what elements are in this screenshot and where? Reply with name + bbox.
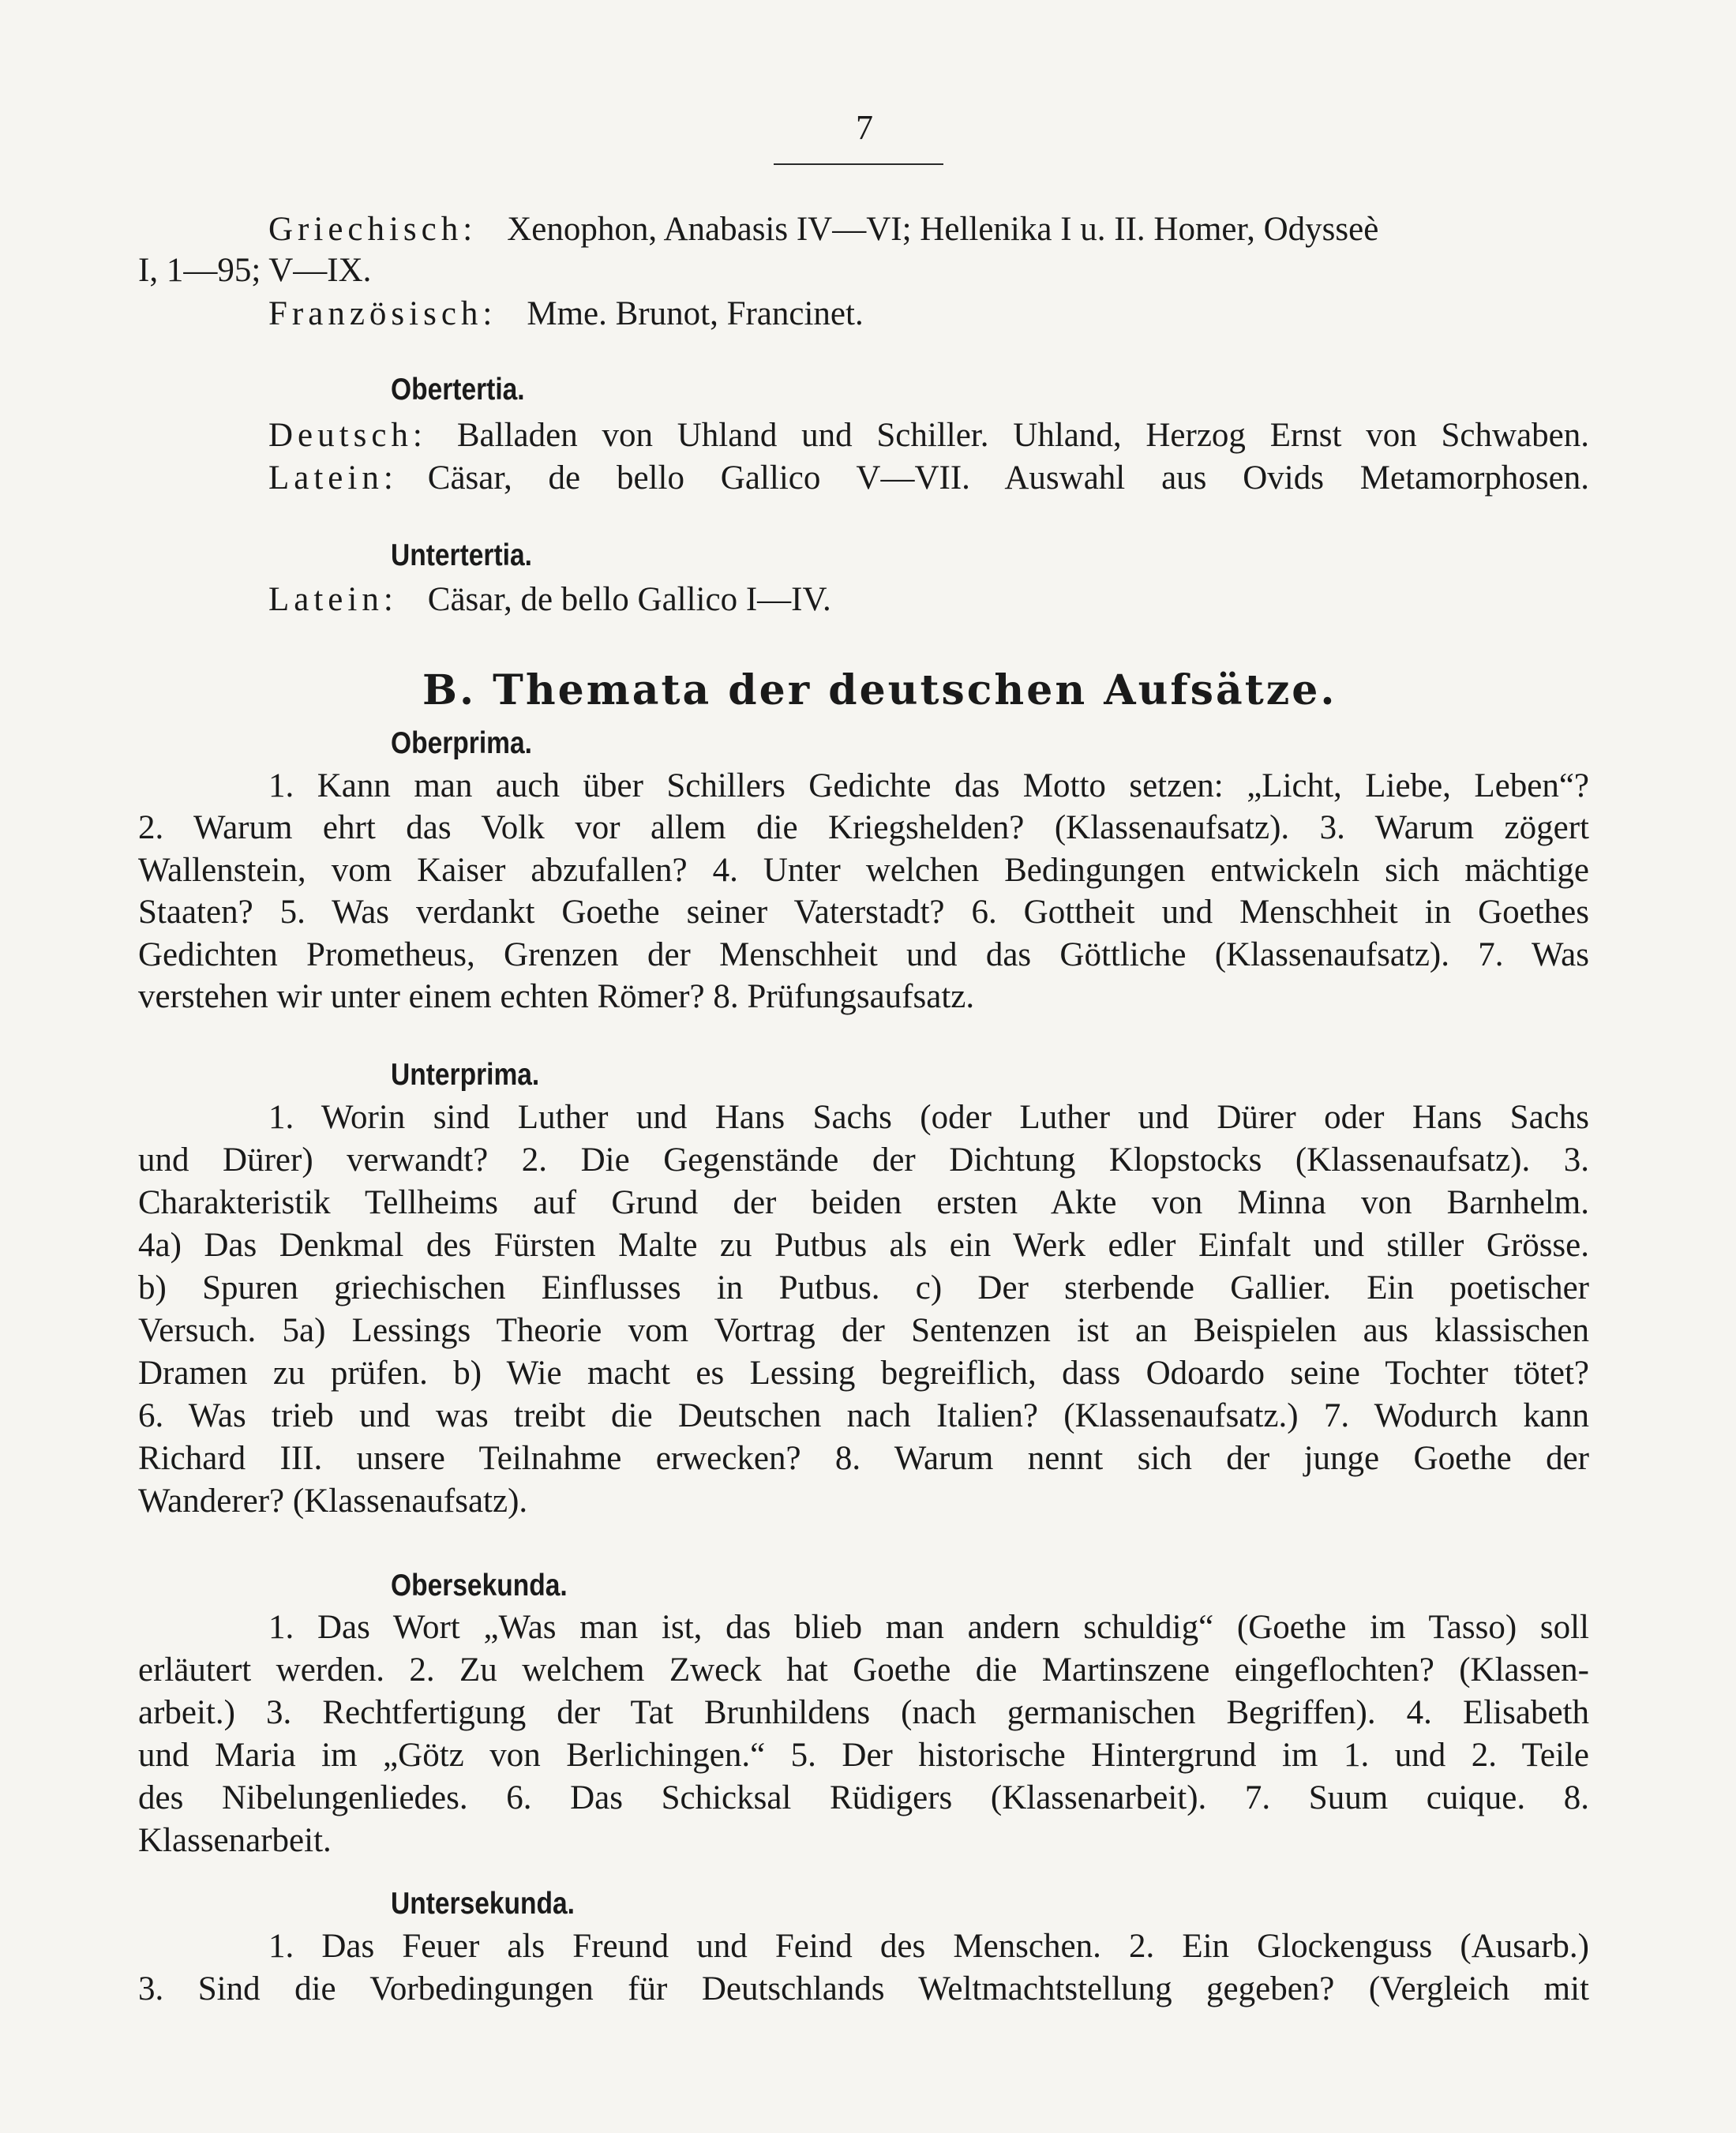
heading-untersekunda: Untersekunda. — [391, 1887, 575, 1921]
subject-line-deutsch — [268, 415, 1589, 456]
text-line: 6. Was trieb und was treibt die Deutschen nach Italien? (Klassenaufsatz.) 7. Wodurch kann — [138, 1397, 1589, 1434]
heading-obersekunda: Obersekunda. — [391, 1569, 568, 1603]
subject-line-griechisch — [268, 209, 1589, 250]
heading-obertertia: Obertertia. — [391, 373, 525, 407]
text-line: I, 1—95; V—IX. — [138, 252, 372, 289]
heading-untertertia: Untertertia. — [391, 538, 532, 572]
text-line: 1. Kann man auch über Schillers Gedichte das Motto setzen: „Licht, Liebe, Leben“? — [268, 767, 1589, 804]
text-line: 4a) Das Denkmal des Fürsten Malte zu Putbus als ein Werk edler Einfalt und stiller Grösse. — [138, 1227, 1589, 1264]
subject-label: Französisch: — [268, 295, 497, 332]
page-number: 7 — [856, 108, 873, 147]
text-line: erläutert werden. 2. Zu welchem Zweck hat Goethe die Martinszene eingeflochten? (Klassen- — [138, 1651, 1589, 1689]
text-line: 3. Sind die Vorbedingungen für Deutschlands Weltmachtstellung gegeben? (Vergleich mit — [138, 1970, 1589, 2007]
heading-oberprima: Oberprima. — [391, 726, 532, 760]
subject-text: Mme. Brunot, Francinet. — [527, 295, 864, 332]
subject-line-latein — [268, 458, 1589, 499]
section-title: B. Themata der deutschen Aufsätze. — [422, 666, 1337, 714]
text-line: Staaten? 5. Was verdankt Goethe seiner Vaterstadt? 6. Gottheit und Menschheit in Goethes — [138, 894, 1589, 931]
subject-label: Latein: — [268, 459, 398, 497]
text-line: des Nibelungenliedes. 6. Das Schicksal Rüdigers (Klassenarbeit). 7. Suum cuique. 8. — [138, 1779, 1589, 1816]
text-line: Klassenarbeit. — [138, 1822, 332, 1859]
text-line: Richard III. unsere Teilnahme erwecken? 8. Warum nennt sich der junge Goethe der — [138, 1440, 1589, 1477]
text-line: Charakteristik Tellheims auf Grund der beiden ersten Akte von Minna von Barnhelm. — [138, 1184, 1589, 1221]
text-line: 2. Warum ehrt das Volk vor allem die Kriegshelden? (Klassenaufsatz). 3. Warum zögert — [138, 809, 1589, 846]
subject-label: Latein: — [268, 581, 398, 618]
text-line: 1. Das Wort „Was man ist, das blieb man andern schuldig“ (Goethe im Tasso) soll — [268, 1609, 1589, 1646]
subject-text: Xenophon, Anabasis IV—VI; Hellenika I u. II. Homer, Odysseè — [507, 211, 1379, 248]
subject-label: Deutsch: — [268, 417, 427, 454]
subject-text: Balladen von Uhland und Schiller. Uhland, Herzog Ernst von Schwaben. — [456, 417, 1589, 454]
page-number-rule — [774, 163, 943, 165]
text-line: b) Spuren griechischen Einflusses in Putbus. c) Der sterbende Gallier. Ein poetischer — [138, 1269, 1589, 1306]
text-line: arbeit.) 3. Rechtfertigung der Tat Brunhildens (nach germanischen Begriffen). 4. Elisabeth — [138, 1694, 1589, 1731]
text-line: verstehen wir unter einem echten Römer? 8. Prüfungsaufsatz. — [138, 978, 975, 1015]
text-line: Dramen zu prüfen. b) Wie macht es Lessing begreiflich, dass Odoardo seine Tochter tötet? — [138, 1355, 1589, 1392]
subject-text: Cäsar, de bello Gallico V—VII. Auswahl aus Ovids Metamorphosen. — [427, 459, 1589, 497]
subject-label: Griechisch: — [268, 211, 478, 248]
subject-line-latein — [268, 579, 1589, 620]
text-line: Versuch. 5a) Lessings Theorie vom Vortrag der Sentenzen ist an Beispielen aus klassischen — [138, 1312, 1589, 1349]
text-line: Wallenstein, vom Kaiser abzufallen? 4. Unter welchen Bedingungen entwickeln sich mächtige — [138, 852, 1589, 889]
heading-unterprima: Unterprima. — [391, 1058, 540, 1092]
subject-text: Cäsar, de bello Gallico I—IV. — [427, 581, 831, 618]
text-line: 1. Worin sind Luther und Hans Sachs (oder Luther und Dürer oder Hans Sachs — [268, 1099, 1589, 1136]
text-line: und Maria im „Götz von Berlichingen.“ 5. Der historische Hintergrund im 1. und 2. Teile — [138, 1737, 1589, 1774]
text-line: Gedichten Prometheus, Grenzen der Menschheit und das Göttliche (Klassenaufsatz). 7. Was — [138, 936, 1589, 973]
text-line: Wanderer? (Klassenaufsatz). — [138, 1483, 528, 1520]
subject-line-franzoesisch — [268, 294, 1589, 335]
text-line: 1. Das Feuer als Freund und Feind des Menschen. 2. Ein Glockenguss (Ausarb.) — [268, 1928, 1589, 1965]
text-line: und Dürer) verwandt? 2. Die Gegenstände der Dichtung Klopstocks (Klassenaufsatz). 3. — [138, 1141, 1589, 1179]
